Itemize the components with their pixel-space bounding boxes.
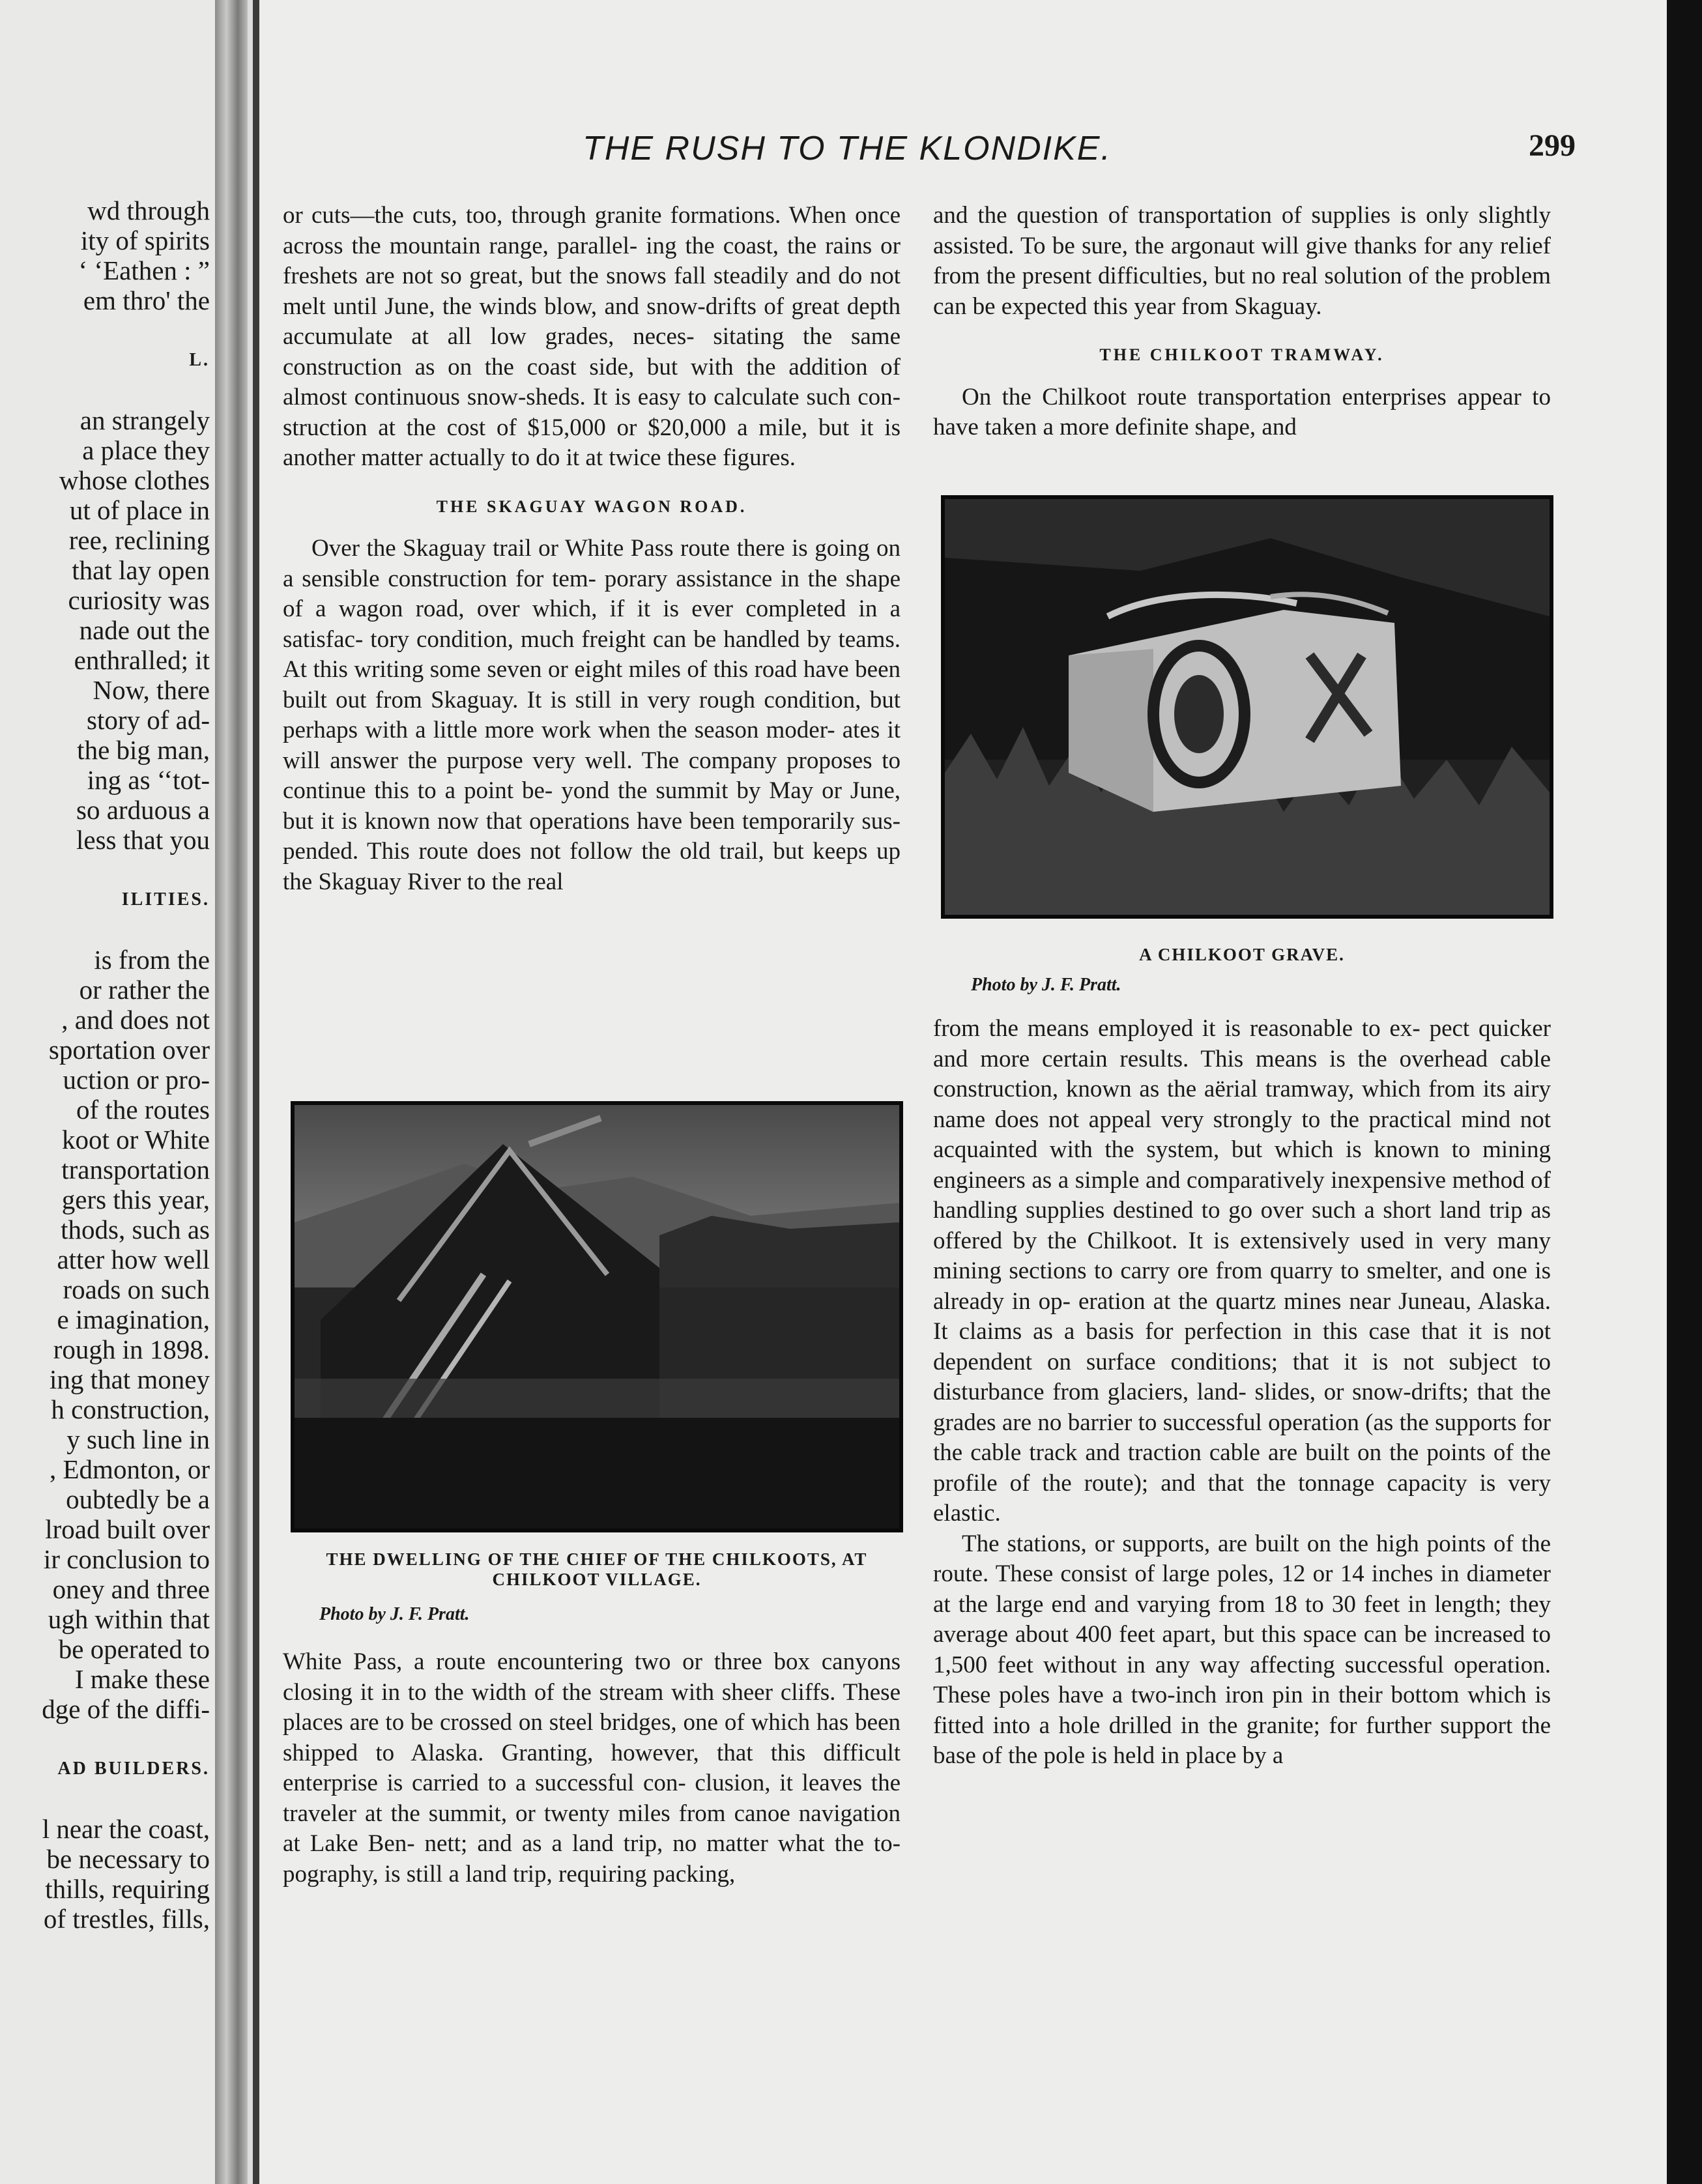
scan-border <box>1667 0 1702 2184</box>
column-right-continued <box>933 1014 1551 1772</box>
running-head: THE RUSH TO THE KLONDIKE. <box>583 130 1112 167</box>
left-page-line: ree, reclining <box>68 525 210 555</box>
left-page-line <box>1 855 210 885</box>
left-page-line: atter how well <box>57 1244 210 1274</box>
paragraph: The stations, or supports, are built on the high points of the route. These consist of large poles, 12 or 14 inches in diameter at the large end and varying from 18 to 30 feet in length; they average about 400 feet apart, but this space can be increased to 1,500 feet without in any way affecting successful operation. These poles have a two-inch iron pin in their bottom which is fitted into a hole drilled in the granite; for further support the base of the pole is held in place by a <box>933 1530 1551 1769</box>
caption-line: CHILKOOT VILLAGE. <box>492 1570 702 1589</box>
section-heading: THE SKAGUAY WAGON ROAD. <box>436 496 747 516</box>
left-page-line: Now, there <box>93 675 210 705</box>
left-page-line: , Edmonton, or <box>50 1454 210 1484</box>
left-page-line: I make these <box>74 1664 210 1694</box>
left-page-line: oney and three <box>52 1574 210 1604</box>
book-gutter <box>215 0 248 2184</box>
left-page-line: of the routes <box>76 1095 210 1125</box>
left-page-line: the big man, <box>77 735 210 765</box>
grave-illustration <box>945 499 1550 915</box>
left-page-line: less that you <box>76 825 210 855</box>
left-page-line: ity of spirits <box>80 225 210 255</box>
gutter-shadow <box>253 0 259 2184</box>
left-page-line: ir conclusion to <box>43 1544 210 1574</box>
left-page-line: dge of the diffi- <box>42 1694 210 1724</box>
paragraph: and the question of transportation of supplies is only slightly assisted. To be sure, the argonaut will give thanks for any relief from the present difficulties, but no real solution of the problem can be expected this year from Skaguay. <box>933 202 1551 320</box>
left-page-line: sportation over <box>48 1035 210 1065</box>
left-page-line: a place they <box>82 435 210 465</box>
left-page-line <box>1 375 210 405</box>
left-page-line: L. <box>189 350 210 370</box>
photo-chief-dwelling <box>291 1101 903 1532</box>
left-page-line: AD BUILDERS. <box>57 1759 210 1779</box>
left-page-line: rough in 1898. <box>53 1334 210 1364</box>
left-page-line: ing that money <box>50 1364 210 1394</box>
left-page-line: be necessary to <box>46 1844 210 1874</box>
paragraph: White Pass, a route encountering two or three box canyons closing it in to the width of the stream with sheer cliffs. These places are to be crossed on steel bridges, one of which has been shipped to Alaska. Granting, however, that this difficult enterprise is carried to a successful con- clusion, it leaves the traveler at the summit, or twenty miles from canoe navigation at Lake Ben- nett; and as a land trip, no matter what the to- pography, is still a land trip, requiring packing, <box>283 1648 901 1888</box>
left-page-line: of trestles, fills, <box>43 1904 210 1934</box>
page-number: 299 <box>1529 128 1576 163</box>
left-page-line: an strangely <box>79 405 210 435</box>
column-left-continued <box>283 1647 901 1889</box>
left-page-line: ing as ‘‘tot- <box>87 765 210 795</box>
left-page-fragment <box>0 0 215 2184</box>
left-page-line: thods, such as <box>61 1214 210 1244</box>
left-page-line: wd through <box>87 195 210 225</box>
left-page-line: gers this year, <box>61 1185 210 1214</box>
section-heading: THE CHILKOOT TRAMWAY. <box>1099 345 1385 364</box>
photo-chilkoot-grave <box>941 495 1553 919</box>
left-page-line: thills, requiring <box>45 1874 210 1904</box>
left-page-line: ‘ ‘Eathen : ” <box>78 255 210 285</box>
dwelling-illustration <box>295 1105 899 1529</box>
paragraph: Over the Skaguay trail or White Pass route there is going on a sensible construction for tem- porary assistance in the shape of a wagon road, over which, if it is ever completed in a satisfac- tory condition, much freight can be handled by teams. At this writing some seven or eight miles of this road have been built out from Skaguay. It is still in very rough condition, but perhaps with a little more work when the season moder- ates it will answer the purpose very well. The company proposes to continue this to a point be- yond the summit by May or June, but it is known now that operations have been temporarily sus- pended. This route does not follow the old trail, but keeps up the Skaguay River to the real <box>283 535 901 895</box>
left-page-line: ugh within that <box>48 1604 210 1634</box>
left-page-line: oubtedly be a <box>66 1484 210 1514</box>
left-page-line: that lay open <box>72 555 210 585</box>
left-page-line: uction or pro- <box>63 1065 210 1095</box>
left-page-line: ILITIES. <box>121 889 210 910</box>
paragraph: from the means employed it is reasonable to ex- pect quicker and more certain results. This means is the overhead cable construction, known as the aërial tramway, which from its airy name does not appeal very strongly to the practical mind not acquainted with the system, but which is known to mining engineers as a simple and comparatively inexpensive method of handling supplies destined to go over such a short land trip as offered by the Chilkoot. It is extensively used in very many mining sections to carry ore from quarry to smelter, and one is already in op- eration at the quartz mines near Juneau, Alaska. It claims as a basis for perfection in this case that it is not dependent on surface conditions; that it is not subject to disturbance from glaciers, land- slides, or snow-drifts; that the grades are no barrier to successful operation (as the supports for the cable track and traction cable are built on the points of the profile of the route); and that the tonnage capacity is very elastic. <box>933 1015 1551 1527</box>
left-page-line: koot or White <box>62 1125 210 1155</box>
left-page-line: y such line in <box>66 1424 210 1454</box>
left-page-line: so arduous a <box>76 795 210 825</box>
photo-credit: Photo by J. F. Pratt. <box>319 1604 470 1624</box>
figure-caption <box>291 1549 903 1590</box>
left-page-line: is from the <box>94 945 210 975</box>
left-page-line: or rather the <box>79 975 210 1005</box>
left-page-line: nade out the <box>79 615 210 645</box>
left-page-line <box>1 915 210 945</box>
left-page-line: h construction, <box>51 1394 210 1424</box>
left-page-line <box>1 315 210 345</box>
left-page-line: be operated to <box>58 1634 210 1664</box>
left-page-line: transportation <box>61 1155 210 1185</box>
left-page-line: e imagination, <box>57 1304 210 1334</box>
paragraph: On the Chilkoot route transportation enterprises appear to have taken a more definite shape, and <box>933 383 1551 440</box>
photo-credit: Photo by J. F. Pratt. <box>971 975 1121 995</box>
column-right <box>933 201 1551 443</box>
left-page-line: story of ad- <box>86 705 210 735</box>
left-page-line: whose clothes <box>59 465 210 495</box>
left-page-line <box>1 1724 210 1754</box>
caption-line: THE DWELLING OF THE CHIEF OF THE CHILKOOTS, AT <box>326 1549 868 1569</box>
left-page-line: lroad built over <box>45 1514 210 1544</box>
left-page-text <box>1 195 210 1934</box>
left-page-line <box>1 1784 210 1814</box>
left-page-line: , and does not <box>61 1005 210 1035</box>
left-page-line: curiosity was <box>68 585 210 615</box>
left-page-line: roads on such <box>63 1274 210 1304</box>
column-left <box>283 201 901 897</box>
left-page-line: l near the coast, <box>42 1814 210 1844</box>
paragraph: or cuts—the cuts, too, through granite formations. When once across the mountain range, parallel- ing the coast, the rains or freshets are not so great, but the snows fall steadily and do not melt until June, the winds blow, and snow-drifts of great depth accumulate at all low grades, neces- sitating the same construction as on the coast side, but with the addition of almost continuous snow-sheds. It is easy to calculate such con- struction at the cost of $15,000 or $20,000 a mile, but it is another matter actually to do it at twice these figures. <box>283 202 901 471</box>
left-page-line: enthralled; it <box>74 645 210 675</box>
figure-caption: A CHILKOOT GRAVE. <box>1139 945 1345 964</box>
left-page-line: em thro' the <box>83 285 210 315</box>
left-page-line: ut of place in <box>69 495 210 525</box>
